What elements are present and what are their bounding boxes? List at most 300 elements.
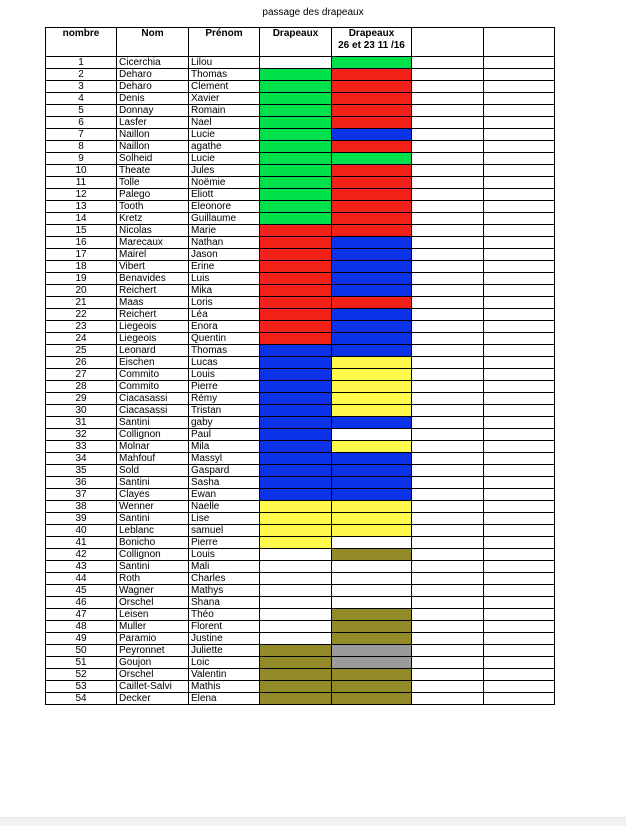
cell-nom: Deharo (117, 81, 189, 93)
cell-prenom: Quentin (189, 333, 260, 345)
cell-drapeaux-dates (332, 393, 412, 405)
table-row (46, 489, 555, 501)
table-row (46, 441, 555, 453)
cell-nom: Wenner (117, 501, 189, 513)
header-nom: Nom (117, 28, 189, 57)
cell-nombre: 29 (46, 393, 117, 405)
cell-drapeaux-dates (332, 249, 412, 261)
cell-drapeaux (260, 261, 332, 273)
cell-nom: Collignon (117, 429, 189, 441)
cell-drapeaux-dates (332, 273, 412, 285)
cell-prenom: Jules (189, 165, 260, 177)
cell-nom: Caillet-Salvi (117, 681, 189, 693)
cell-prenom: Léa (189, 309, 260, 321)
cell-drapeaux (260, 585, 332, 597)
cell-drapeaux-dates (332, 633, 412, 645)
table-row (46, 273, 555, 285)
cell-nom: Denis (117, 93, 189, 105)
table-row (46, 165, 555, 177)
cell-drapeaux-dates (332, 381, 412, 393)
cell-prenom: Loic (189, 657, 260, 669)
cell-prenom: agathe (189, 141, 260, 153)
cell-extra-2 (484, 609, 555, 621)
cell-prenom: Lucie (189, 129, 260, 141)
cell-drapeaux-dates (332, 57, 412, 69)
cell-prenom: Lilou (189, 57, 260, 69)
table-row (46, 57, 555, 69)
cell-drapeaux-dates (332, 357, 412, 369)
cell-extra-1 (412, 405, 484, 417)
table-row (46, 69, 555, 81)
table-row (46, 117, 555, 129)
cell-nombre: 7 (46, 129, 117, 141)
cell-nom: Goujon (117, 657, 189, 669)
cell-prenom: Erine (189, 261, 260, 273)
cell-drapeaux (260, 321, 332, 333)
cell-prenom: Charles (189, 573, 260, 585)
cell-extra-2 (484, 537, 555, 549)
cell-drapeaux (260, 645, 332, 657)
cell-extra-1 (412, 429, 484, 441)
cell-nombre: 13 (46, 201, 117, 213)
header-nombre: nombre (46, 28, 117, 57)
table-row (46, 369, 555, 381)
cell-prenom: Lucas (189, 357, 260, 369)
cell-prenom: Enora (189, 321, 260, 333)
cell-extra-2 (484, 669, 555, 681)
cell-nom: Santini (117, 477, 189, 489)
cell-nombre: 10 (46, 165, 117, 177)
cell-extra-1 (412, 357, 484, 369)
cell-nombre: 34 (46, 453, 117, 465)
cell-drapeaux (260, 273, 332, 285)
cell-drapeaux-dates (332, 69, 412, 81)
cell-drapeaux-dates (332, 645, 412, 657)
cell-nombre: 18 (46, 261, 117, 273)
cell-drapeaux-dates (332, 153, 412, 165)
cell-nombre: 3 (46, 81, 117, 93)
cell-nombre: 47 (46, 609, 117, 621)
cell-drapeaux (260, 417, 332, 429)
cell-nom: Roth (117, 573, 189, 585)
cell-prenom: Rémy (189, 393, 260, 405)
cell-nom: Reichert (117, 309, 189, 321)
cell-drapeaux (260, 93, 332, 105)
cell-nombre: 51 (46, 657, 117, 669)
cell-nom: Lasfer (117, 117, 189, 129)
cell-drapeaux (260, 333, 332, 345)
cell-nombre: 24 (46, 333, 117, 345)
cell-extra-2 (484, 465, 555, 477)
cell-drapeaux-dates (332, 177, 412, 189)
cell-drapeaux (260, 573, 332, 585)
cell-prenom: Pierre (189, 381, 260, 393)
cell-drapeaux (260, 501, 332, 513)
cell-drapeaux-dates (332, 117, 412, 129)
cell-drapeaux (260, 465, 332, 477)
cell-prenom: Noëmie (189, 177, 260, 189)
cell-drapeaux (260, 189, 332, 201)
cell-nom: Clayes (117, 489, 189, 501)
table-row (46, 681, 555, 693)
cell-drapeaux-dates (332, 141, 412, 153)
cell-drapeaux-dates (332, 297, 412, 309)
cell-extra-2 (484, 189, 555, 201)
cell-extra-2 (484, 129, 555, 141)
table-row (46, 225, 555, 237)
table-row (46, 609, 555, 621)
table-row (46, 405, 555, 417)
cell-drapeaux-dates (332, 237, 412, 249)
cell-drapeaux-dates (332, 585, 412, 597)
cell-extra-1 (412, 297, 484, 309)
cell-prenom: Loris (189, 297, 260, 309)
cell-prenom: Jason (189, 249, 260, 261)
table-row (46, 597, 555, 609)
cell-drapeaux-dates (332, 261, 412, 273)
cell-nom: Naillon (117, 141, 189, 153)
cell-extra-1 (412, 465, 484, 477)
cell-extra-1 (412, 261, 484, 273)
cell-extra-2 (484, 309, 555, 321)
cell-drapeaux-dates (332, 441, 412, 453)
cell-nombre: 31 (46, 417, 117, 429)
cell-drapeaux (260, 249, 332, 261)
cell-extra-1 (412, 381, 484, 393)
cell-drapeaux (260, 57, 332, 69)
cell-drapeaux (260, 117, 332, 129)
cell-nom: Solheid (117, 153, 189, 165)
cell-extra-2 (484, 261, 555, 273)
cell-nombre: 27 (46, 369, 117, 381)
cell-extra-1 (412, 189, 484, 201)
cell-drapeaux-dates (332, 201, 412, 213)
table-row (46, 141, 555, 153)
cell-nombre: 26 (46, 357, 117, 369)
cell-nom: Vibert (117, 261, 189, 273)
flag-table (45, 27, 555, 705)
cell-extra-2 (484, 153, 555, 165)
cell-extra-2 (484, 597, 555, 609)
cell-drapeaux-dates (332, 81, 412, 93)
cell-extra-1 (412, 321, 484, 333)
cell-drapeaux-dates (332, 429, 412, 441)
cell-prenom: Ewan (189, 489, 260, 501)
cell-drapeaux (260, 525, 332, 537)
table-row (46, 585, 555, 597)
cell-nom: Santini (117, 417, 189, 429)
table-row (46, 297, 555, 309)
cell-extra-1 (412, 213, 484, 225)
cell-nom: Paramio (117, 633, 189, 645)
cell-extra-2 (484, 237, 555, 249)
cell-nombre: 25 (46, 345, 117, 357)
cell-extra-1 (412, 669, 484, 681)
cell-drapeaux-dates (332, 417, 412, 429)
cell-prenom: Tristan (189, 405, 260, 417)
table-row (46, 429, 555, 441)
cell-drapeaux-dates (332, 621, 412, 633)
table-row (46, 93, 555, 105)
cell-nom: Leisen (117, 609, 189, 621)
cell-nom: Theate (117, 165, 189, 177)
cell-nom: Kretz (117, 213, 189, 225)
cell-nombre: 46 (46, 597, 117, 609)
cell-extra-2 (484, 585, 555, 597)
cell-nom: Peyronnet (117, 645, 189, 657)
cell-extra-1 (412, 489, 484, 501)
table-row (46, 501, 555, 513)
cell-drapeaux-dates (332, 189, 412, 201)
table-row (46, 633, 555, 645)
header-drapeaux-dates (332, 28, 412, 57)
cell-extra-1 (412, 309, 484, 321)
cell-nom: Tolle (117, 177, 189, 189)
table-body (46, 57, 555, 705)
cell-prenom: Mathys (189, 585, 260, 597)
cell-nombre: 41 (46, 537, 117, 549)
cell-drapeaux (260, 345, 332, 357)
cell-prenom: Nathan (189, 237, 260, 249)
cell-nom: Decker (117, 693, 189, 705)
table-row (46, 513, 555, 525)
cell-nom: Nicolas (117, 225, 189, 237)
cell-prenom: Eleonore (189, 201, 260, 213)
cell-drapeaux-dates (332, 405, 412, 417)
document-title: passage des drapeaux (262, 7, 364, 18)
cell-extra-1 (412, 165, 484, 177)
cell-extra-2 (484, 249, 555, 261)
header-drapeaux-line2: 26 et 23 11 /16 (338, 40, 405, 51)
cell-extra-1 (412, 393, 484, 405)
cell-prenom: Paul (189, 429, 260, 441)
cell-extra-1 (412, 645, 484, 657)
cell-drapeaux (260, 609, 332, 621)
cell-drapeaux-dates (332, 213, 412, 225)
cell-extra-2 (484, 141, 555, 153)
cell-drapeaux (260, 213, 332, 225)
cell-drapeaux-dates (332, 693, 412, 705)
cell-prenom: Shana (189, 597, 260, 609)
header-extra-2 (484, 28, 555, 57)
cell-drapeaux (260, 621, 332, 633)
cell-extra-2 (484, 57, 555, 69)
table-row (46, 693, 555, 705)
cell-nom: Maas (117, 297, 189, 309)
cell-drapeaux-dates (332, 681, 412, 693)
table-row (46, 573, 555, 585)
cell-nombre: 53 (46, 681, 117, 693)
cell-extra-1 (412, 81, 484, 93)
cell-drapeaux (260, 201, 332, 213)
cell-extra-2 (484, 645, 555, 657)
cell-drapeaux (260, 381, 332, 393)
cell-extra-1 (412, 441, 484, 453)
cell-extra-2 (484, 657, 555, 669)
table-row (46, 105, 555, 117)
cell-drapeaux-dates (332, 657, 412, 669)
cell-nom: Liegeois (117, 333, 189, 345)
header-drapeaux-line1: Drapeaux (348, 28, 395, 39)
cell-drapeaux (260, 165, 332, 177)
cell-extra-1 (412, 609, 484, 621)
cell-nom: Tooth (117, 201, 189, 213)
cell-nom: Wagner (117, 585, 189, 597)
cell-extra-1 (412, 93, 484, 105)
cell-drapeaux-dates (332, 513, 412, 525)
cell-nom: Benavides (117, 273, 189, 285)
cell-drapeaux (260, 153, 332, 165)
cell-extra-1 (412, 273, 484, 285)
cell-prenom: gaby (189, 417, 260, 429)
cell-extra-1 (412, 657, 484, 669)
table-row (46, 645, 555, 657)
cell-prenom: Florent (189, 621, 260, 633)
table-row (46, 153, 555, 165)
cell-drapeaux-dates (332, 465, 412, 477)
cell-prenom: Théo (189, 609, 260, 621)
cell-drapeaux-dates (332, 309, 412, 321)
cell-nom: Naillon (117, 129, 189, 141)
cell-drapeaux-dates (332, 453, 412, 465)
cell-drapeaux-dates (332, 321, 412, 333)
table-row (46, 393, 555, 405)
cell-drapeaux-dates (332, 537, 412, 549)
table-row (46, 261, 555, 273)
cell-extra-2 (484, 681, 555, 693)
cell-prenom: Lucie (189, 153, 260, 165)
cell-extra-2 (484, 81, 555, 93)
cell-extra-1 (412, 57, 484, 69)
cell-extra-2 (484, 489, 555, 501)
cell-nom: Molnar (117, 441, 189, 453)
cell-drapeaux (260, 429, 332, 441)
cell-nombre: 33 (46, 441, 117, 453)
cell-nombre: 35 (46, 465, 117, 477)
table-row (46, 321, 555, 333)
cell-prenom: Romain (189, 105, 260, 117)
cell-extra-1 (412, 69, 484, 81)
cell-extra-1 (412, 417, 484, 429)
cell-extra-1 (412, 117, 484, 129)
cell-nombre: 22 (46, 309, 117, 321)
cell-prenom: Pierre (189, 537, 260, 549)
cell-extra-1 (412, 201, 484, 213)
table-row (46, 381, 555, 393)
cell-nom: Bonicho (117, 537, 189, 549)
cell-drapeaux (260, 657, 332, 669)
cell-extra-1 (412, 501, 484, 513)
cell-extra-1 (412, 477, 484, 489)
table-row (46, 237, 555, 249)
cell-drapeaux-dates (332, 477, 412, 489)
cell-nom: Reichert (117, 285, 189, 297)
cell-drapeaux (260, 105, 332, 117)
cell-nombre: 54 (46, 693, 117, 705)
cell-prenom: samuel (189, 525, 260, 537)
cell-drapeaux (260, 237, 332, 249)
cell-nom: Donnay (117, 105, 189, 117)
cell-nombre: 32 (46, 429, 117, 441)
cell-extra-2 (484, 105, 555, 117)
cell-nom: Ciacasassi (117, 393, 189, 405)
cell-prenom: Xavier (189, 93, 260, 105)
cell-prenom: Lise (189, 513, 260, 525)
cell-extra-1 (412, 153, 484, 165)
cell-nombre: 12 (46, 189, 117, 201)
table-row (46, 213, 555, 225)
cell-drapeaux (260, 141, 332, 153)
table-row (46, 525, 555, 537)
cell-drapeaux-dates (332, 573, 412, 585)
cell-drapeaux-dates (332, 489, 412, 501)
cell-prenom: Mika (189, 285, 260, 297)
cell-drapeaux (260, 285, 332, 297)
cell-nom: Mairel (117, 249, 189, 261)
cell-extra-2 (484, 297, 555, 309)
cell-drapeaux (260, 69, 332, 81)
cell-nombre: 8 (46, 141, 117, 153)
cell-drapeaux (260, 477, 332, 489)
table-row (46, 177, 555, 189)
cell-nombre: 9 (46, 153, 117, 165)
cell-drapeaux (260, 225, 332, 237)
cell-extra-2 (484, 453, 555, 465)
cell-extra-2 (484, 621, 555, 633)
table-row (46, 621, 555, 633)
cell-drapeaux-dates (332, 549, 412, 561)
cell-extra-1 (412, 225, 484, 237)
cell-extra-1 (412, 453, 484, 465)
cell-extra-1 (412, 369, 484, 381)
cell-nom: Leonard (117, 345, 189, 357)
cell-nom: Leblanc (117, 525, 189, 537)
cell-drapeaux-dates (332, 225, 412, 237)
cell-prenom: Massyl (189, 453, 260, 465)
cell-extra-1 (412, 537, 484, 549)
cell-drapeaux-dates (332, 609, 412, 621)
cell-drapeaux (260, 597, 332, 609)
table-row (46, 477, 555, 489)
cell-extra-2 (484, 201, 555, 213)
cell-nombre: 38 (46, 501, 117, 513)
cell-prenom: Luis (189, 273, 260, 285)
cell-drapeaux-dates (332, 165, 412, 177)
cell-nombre: 39 (46, 513, 117, 525)
cell-nombre: 15 (46, 225, 117, 237)
table-row (46, 249, 555, 261)
cell-nom: Orschel (117, 669, 189, 681)
cell-extra-2 (484, 69, 555, 81)
cell-drapeaux (260, 633, 332, 645)
cell-drapeaux-dates (332, 669, 412, 681)
cell-prenom: Mathis (189, 681, 260, 693)
cell-nom: Mahfouf (117, 453, 189, 465)
cell-drapeaux (260, 441, 332, 453)
cell-nombre: 14 (46, 213, 117, 225)
cell-nombre: 44 (46, 573, 117, 585)
cell-drapeaux (260, 453, 332, 465)
cell-drapeaux (260, 405, 332, 417)
cell-nom: Marecaux (117, 237, 189, 249)
cell-nom: Commito (117, 381, 189, 393)
cell-nombre: 36 (46, 477, 117, 489)
cell-prenom: Sasha (189, 477, 260, 489)
cell-nombre: 5 (46, 105, 117, 117)
cell-extra-1 (412, 249, 484, 261)
cell-nombre: 43 (46, 561, 117, 573)
cell-extra-1 (412, 549, 484, 561)
